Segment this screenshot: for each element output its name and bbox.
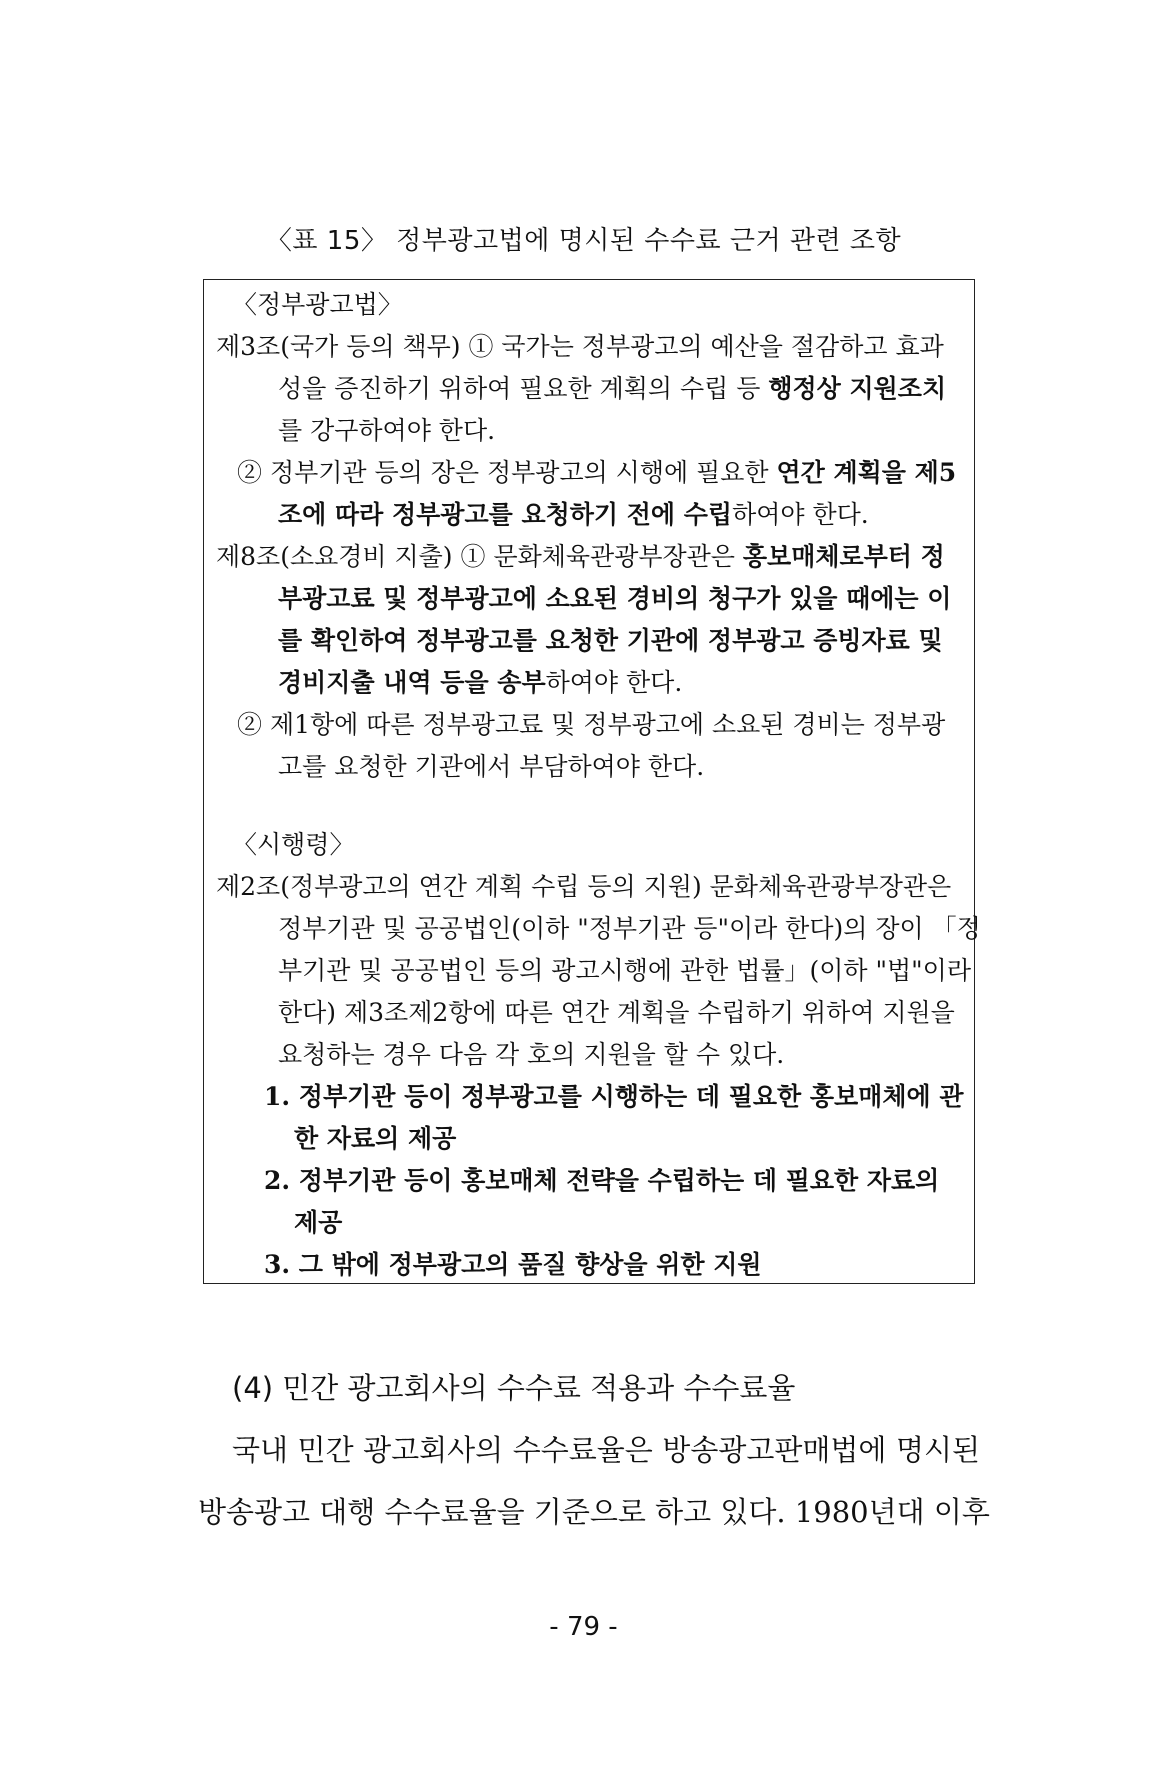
article-3-para-2-line-1: ② 정부기관 등의 장은 정부광고의 시행에 필요한 연간 계획을 제5 [237, 458, 957, 487]
article-3-line-2: 성을 증진하기 위하여 필요한 계획의 수립 등 행정상 지원조치 [278, 374, 947, 403]
article-8-line-4: 경비지출 내역 등을 송부하여야 한다. [278, 668, 683, 697]
law-title: 〈정부광고법〉 [232, 290, 403, 319]
body-paragraph-line-2: 방송광고 대행 수수료율을 기준으로 하고 있다. 1980년대 이후 [198, 1495, 990, 1529]
table-caption: 〈표 15〉 정부광고법에 명시된 수수료 근거 관련 조항 [265, 226, 902, 256]
body-paragraph-line-1: 국내 민간 광고회사의 수수료율은 방송광고판매법에 명시된 [232, 1433, 980, 1467]
decree-item-1-line-1: 1. 정부기관 등이 정부광고를 시행하는 데 필요한 홍보매체에 관 [264, 1082, 964, 1111]
decree-title: 〈시행령〉 [232, 830, 355, 859]
page-number: - 79 - [549, 1612, 618, 1642]
decree-item-2-line-2: 제공 [294, 1208, 343, 1237]
article-3-line-3: 를 강구하여야 한다. [278, 416, 496, 445]
article-8-para-2-line-1: ② 제1항에 따른 정부광고료 및 정부광고에 소요된 경비는 정부광 [237, 710, 946, 739]
law-article-box [203, 279, 981, 1284]
decree-item-2-line-1: 2. 정부기관 등이 홍보매체 전략을 수립하는 데 필요한 자료의 [264, 1166, 940, 1195]
decree-article-2-line-4: 한다) 제3조제2항에 따른 연간 계획을 수립하기 위하여 지원을 [278, 998, 955, 1027]
article-8-line-3: 를 확인하여 정부광고를 요청한 기관에 정부광고 증빙자료 및 [278, 626, 943, 655]
section-heading: (4) 민간 광고회사의 수수료 적용과 수수료율 [232, 1371, 796, 1405]
article-8-line-2: 부광고료 및 정부광고에 소요된 경비의 청구가 있을 때에는 이 [278, 584, 952, 613]
decree-item-3-line-1: 3. 그 밖에 정부광고의 품질 향상을 위한 지원 [264, 1250, 762, 1279]
decree-article-2-line-1: 제2조(정부광고의 연간 계획 수립 등의 지원) 문화체육관광부장관은 [216, 872, 952, 901]
decree-article-2-line-5: 요청하는 경우 다음 각 호의 지원을 할 수 있다. [278, 1040, 785, 1069]
article-8-line-1: 제8조(소요경비 지출) ① 문화체육관광부장관은 홍보매체로부터 정 [216, 542, 945, 571]
decree-article-2-line-2: 정부기관 및 공공법인(이하 "정부기관 등"이라 한다)의 장이 「정 [278, 914, 981, 943]
article-8-para-2-line-2: 고를 요청한 기관에서 부담하여야 한다. [278, 752, 705, 781]
article-3-para-2-line-2: 조에 따라 정부광고를 요청하기 전에 수립하여야 한다. [278, 500, 869, 529]
decree-item-1-line-2: 한 자료의 제공 [294, 1124, 457, 1153]
article-3-line-1: 제3조(국가 등의 책무) ① 국가는 정부광고의 예산을 절감하고 효과 [216, 332, 944, 361]
decree-article-2-line-3: 부기관 및 공공법인 등의 광고시행에 관한 법률」(이하 "법"이라 [278, 956, 971, 985]
